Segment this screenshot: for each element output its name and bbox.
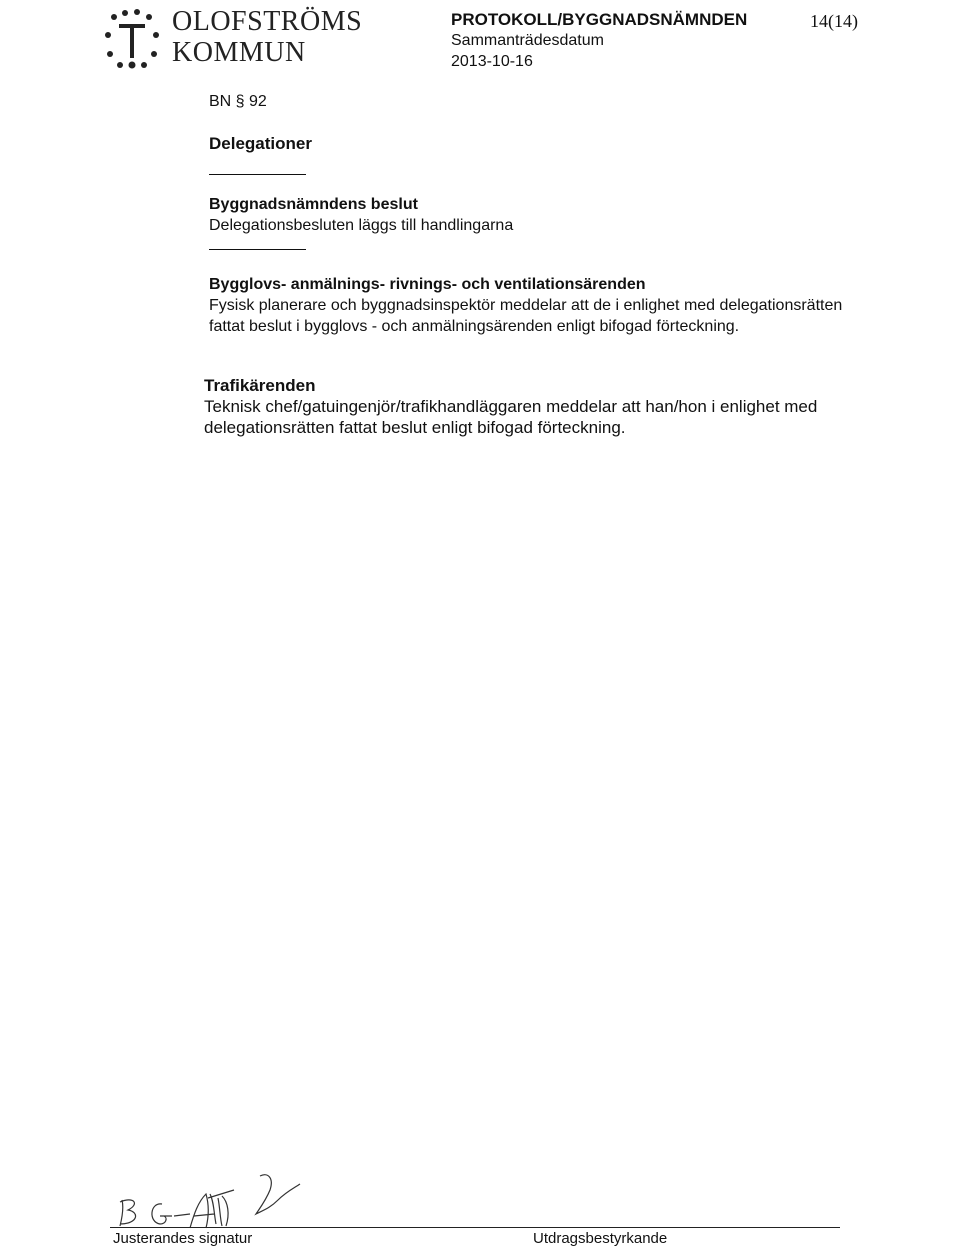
- footer-right-label: Utdragsbestyrkande: [533, 1230, 668, 1247]
- signature-line-left: [110, 1227, 320, 1228]
- traffic-heading: Trafikärenden: [204, 376, 316, 395]
- decision-text: Delegationsbesluten läggs till handlingarna: [209, 217, 514, 234]
- paragraph-reference: BN § 92: [209, 93, 267, 110]
- logo-line-1: OLOFSTRÖMS: [172, 6, 363, 37]
- logo-wordmark: [172, 6, 362, 68]
- logo-line-2: KOMMUN: [172, 37, 306, 68]
- municipality-logo: [104, 6, 374, 70]
- handwritten-signature: [110, 1168, 340, 1230]
- page-number: 14(14): [810, 11, 858, 31]
- building-permits-heading: Bygglovs- anmälnings- rivnings- och ventilationsärenden: [209, 276, 646, 293]
- traffic-text: Teknisk chef/gatuingenjör/trafikhandläggaren meddelar att han/hon i enlighet med delegationsrätten fattat beslut enligt bifogad förteckning.: [204, 397, 818, 437]
- building-permits-block: [209, 274, 849, 337]
- date-label: Sammanträdesdatum: [451, 32, 604, 49]
- divider-2: [209, 249, 306, 250]
- footer-left-label: Justerandes signatur: [113, 1230, 253, 1247]
- document-type: PROTOKOLL/BYGGNADSNÄMNDEN: [451, 10, 748, 29]
- decision-block: [209, 194, 859, 236]
- document-header: [451, 10, 747, 72]
- meeting-date: 2013-10-16: [451, 53, 533, 70]
- logo-emblem-icon: [104, 8, 162, 70]
- building-permits-text: Fysisk planerare och byggnadsinspektör meddelar att de i enlighet med delegationsrätten fattat beslut i bygglovs - och anmälningsärenden enligt bifogad förteckning.: [209, 297, 843, 335]
- traffic-block: [204, 375, 904, 438]
- section-title: Delegationer: [209, 134, 312, 153]
- divider-1: [209, 174, 306, 175]
- signature-line-right: [320, 1227, 840, 1228]
- decision-heading: Byggnadsnämndens beslut: [209, 196, 418, 213]
